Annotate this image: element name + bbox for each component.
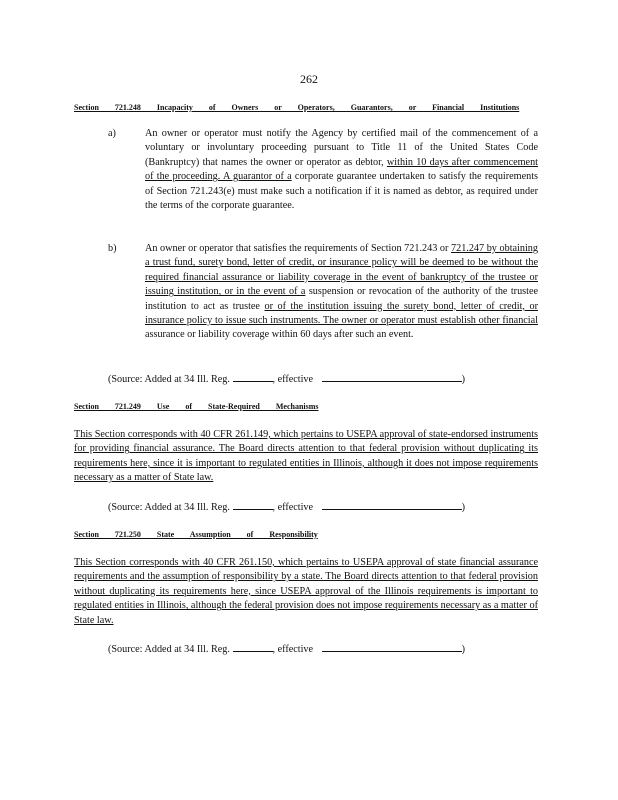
paragraph-a-label: a): [108, 128, 116, 139]
volume-blank: [233, 500, 273, 510]
source-close: ): [461, 502, 465, 513]
source-close: ): [461, 374, 465, 385]
date-blank: [322, 500, 462, 510]
source-label: (Source: Added at 34 Ill. Reg.: [108, 502, 230, 513]
source-close: ): [461, 644, 465, 655]
paragraph-a-text-3: corporate guarantee undertaken to satisfy the requirements of Section 721.243(e) must make such a notification if it is named as debtor, as required under the terms of the corporate guarantee.: [145, 171, 539, 212]
paragraph-b-text-5: assurance or liability coverage within 60 days after such an event.: [145, 329, 414, 341]
source-effective: , effective: [272, 502, 314, 513]
paragraph-a-text-2: within 10 days after commencement of the proceeding. A guarantor of a: [145, 156, 538, 183]
paragraph-b-text: [145, 242, 538, 343]
paragraph-a-text: [145, 127, 538, 213]
paragraph-b-text-3: suspension or revocation of the authority of the trustee institution to act as trustee: [145, 286, 539, 312]
paragraph-a: [108, 127, 538, 227]
source-note-721-250: [108, 642, 538, 655]
source-label: (Source: Added at 34 Ill. Reg.: [108, 644, 230, 655]
page-number: 262: [300, 72, 318, 86]
section-721-249-heading: Section 721.249 Use of State-Required Mechanisms: [74, 402, 319, 411]
paragraph-b-label: b): [108, 243, 117, 254]
source-note-721-249: [108, 500, 538, 513]
source-note-721-248: [108, 372, 538, 385]
volume-blank: [233, 372, 273, 382]
paragraph-b-text-4: or of the institution issuing the surety bond, letter of credit, or insurance policy to issue such instruments. The owner or operator must establish other financial: [145, 300, 539, 327]
paragraph-b-text-1: An owner or operator that satisfies the requirements of Section 721.243 or: [145, 243, 449, 254]
section-721-250-body: This Section corresponds with 40 CFR 261.150, which pertains to USEPA approval of state financial assurance requirements and the assumption of responsibility by a state. The Board directs attention to that federal provision without duplicating its requirements here, since USEPA approval of the Illinois requirements is important to regulated entities in Illinois, although the federal provision does not impose requirements necessary as a matter of State law.: [74, 557, 538, 626]
paragraph-b: [108, 242, 538, 358]
date-blank: [322, 642, 462, 652]
source-effective: , effective: [272, 374, 314, 385]
source-label: (Source: Added at 34 Ill. Reg.: [108, 374, 230, 385]
date-blank: [322, 372, 462, 382]
paragraph-b-text-2: 721.247 by obtaining a trust fund, surety bond, letter of credit, or insurance policy will be deemed to be without the required financial assurance or liability coverage in the event of bankruptcy of the trustee or issuing institution, or in the event of a: [145, 243, 538, 298]
section-721-248-heading: Section 721.248 Incapacity of Owners or Operators, Guarantors, or Financial Institutions: [74, 103, 520, 112]
source-effective: , effective: [272, 644, 314, 655]
section-721-249-body: This Section corresponds with 40 CFR 261.149, which pertains to USEPA approval of state-endorsed instruments for providing financial assurance. The Board directs attention to that federal provision without duplicating its requirements here, since it is important to regulated entities in Illinois, although it does not impose requirements necessary as a matter of State law.: [74, 429, 538, 484]
paragraph-a-text-1: An owner or operator must notify the Agency by certified mail of the commencement of a voluntary or involuntary proceeding pursuant to Title 11 of the United States Code (Bankruptcy) that names the owner or operator as debtor,: [145, 128, 538, 168]
volume-blank: [233, 642, 273, 652]
section-721-250-heading: Section 721.250 State Assumption of Responsibility: [74, 530, 318, 539]
